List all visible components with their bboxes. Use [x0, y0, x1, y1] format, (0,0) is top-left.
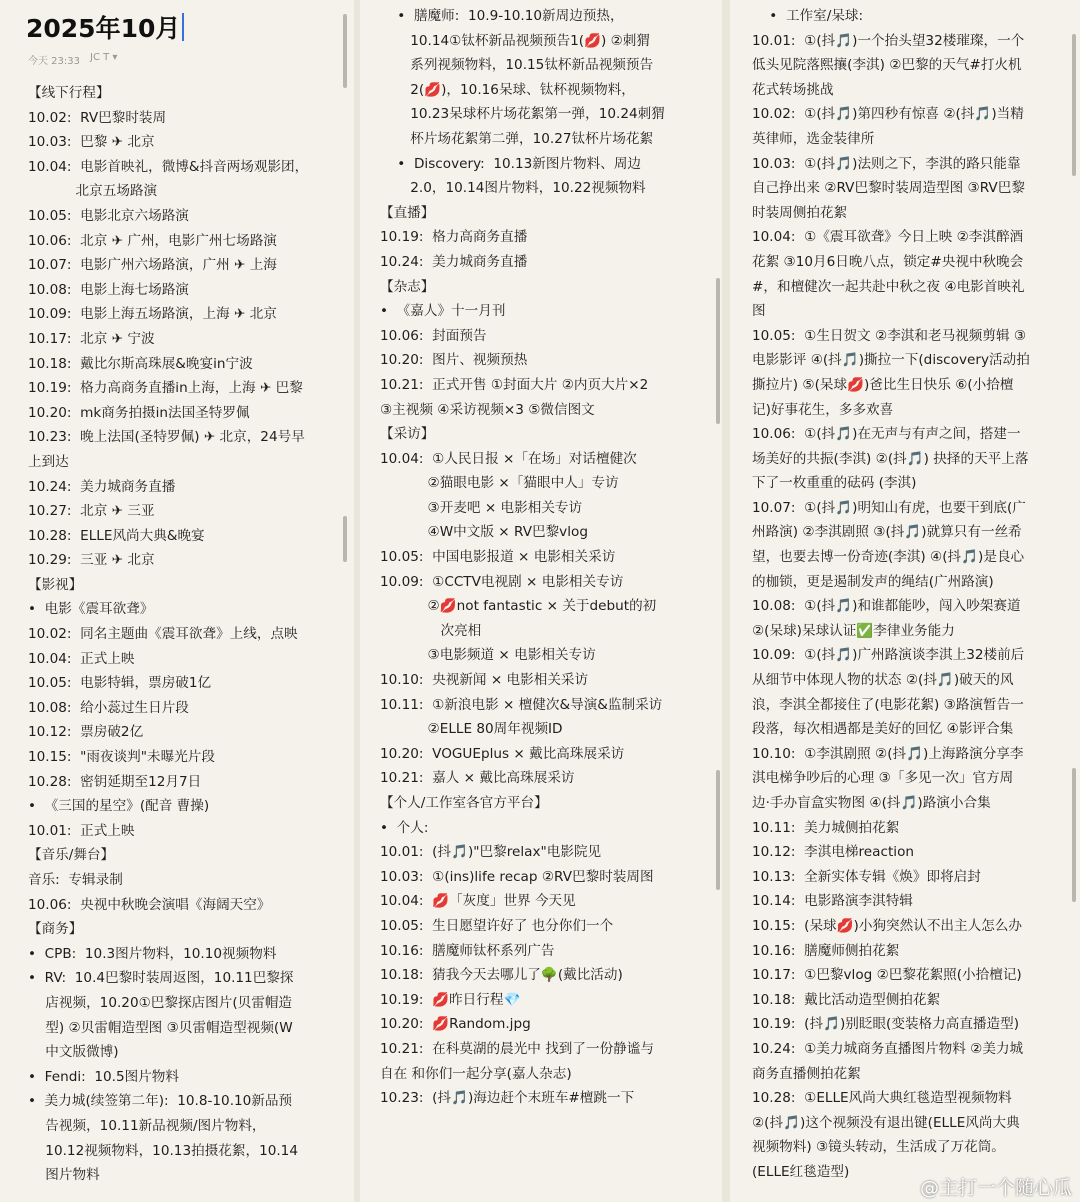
note-line: 10.23呆球杯片场花絮第一弹，10.24刺猬	[380, 106, 665, 123]
note-line: 【个人/工作室各官方平台】	[380, 795, 548, 811]
note-line: 10.12: 李淇电梯reaction	[752, 844, 915, 861]
note-line: 场美好的共振(李淇) ②(抖🎵) 抉择的天平上落	[752, 450, 1029, 467]
note-line: 【音乐/舞台】	[28, 847, 115, 864]
scrollbar-thumb[interactable]	[1072, 768, 1076, 902]
note-line: 杯片场花絮第二弹，10.27钛杯片场花絮	[380, 130, 654, 147]
note-author-dropdown[interactable]: JC T ▾	[90, 52, 118, 63]
note-line: 10.24: 美力城商务直播	[28, 478, 176, 495]
note-line: 10.24: 美力城商务直播	[380, 253, 528, 270]
note-line: 10.02: 同名主题曲《震耳欲聋》上线，点映	[28, 626, 298, 643]
note-line: 【线下行程】	[28, 85, 110, 101]
note-line: ②(呆球)呆球认证✅李律业务能力	[752, 622, 955, 639]
note-line: 告视频，10.11新品视频/图片物料，	[28, 1117, 266, 1134]
note-line: ②ELLE 80周年视频ID	[380, 721, 563, 738]
note-line: 10.17: ①巴黎vlog ②巴黎花絮照(小拾檀记)	[752, 967, 1022, 984]
note-line: 10.28: 密钥延期至12月7日	[28, 773, 202, 790]
note-line: 淇电梯争吵后的心理 ③「多见一次」官方周	[752, 770, 1014, 787]
note-line: 低头见院落熙攘(李淇) ②巴黎的天气#打火机	[752, 57, 1022, 74]
scrollbar-thumb[interactable]	[716, 278, 720, 424]
note-line: • 《三国的星空》(配音 曹操)	[28, 798, 210, 815]
note-line: 10.19: 格力高商务直播in上海，上海 ✈ 巴黎	[28, 380, 303, 397]
note-line: 10.03: ①(ins)life recap ②RV巴黎时装周图	[380, 868, 654, 885]
note-line: 10.20: 💋Random.jpg	[380, 1016, 531, 1033]
note-line: 望，也要去博一份奇迹(李淇) ④(抖🎵)是良心	[752, 549, 1025, 566]
note-line: 10.05: 电影特辑，票房破1亿	[28, 675, 212, 692]
note-line: 记)好事花生，多多欢喜	[752, 401, 894, 418]
note-line: 10.23: (抖🎵)海边赶个末班车#檀跳一下	[380, 1090, 635, 1107]
note-line: 自在 和你们一起分享(嘉人杂志)	[380, 1065, 572, 1082]
note-line: 次亮相	[380, 622, 482, 639]
note-line: 10.05: 中国电影报道 × 电影相关采访	[380, 549, 616, 566]
note-line: 10.04: ①人民日报 ×「在场」对话檀健次	[380, 450, 637, 467]
note-line: 2.0，10.14图片物料，10.22视频物料	[380, 180, 646, 197]
note-line: 10.21: 正式开售 ①封面大片 ②内页大片×2	[380, 376, 649, 393]
note-line: ②💋not fantastic × 关于debut的初	[380, 598, 657, 615]
note-line: • 美力城(续签第二年): 10.8-10.10新品预	[28, 1093, 293, 1110]
note-line: 州路演) ②李淇剧照 ③(抖🎵)就算只有一丝希	[752, 524, 1022, 541]
note-line: 10.09: ①CCTV电视剧 × 电影相关专访	[380, 573, 624, 590]
note-line: 10.04: ①《震耳欲聋》今日上映 ②李淇醉酒	[752, 229, 1024, 246]
note-line: 10.15: "雨夜谈判"未曝光片段	[28, 749, 215, 766]
note-line: ②(抖🎵)这个视频没有退出键(ELLE风尚大典	[752, 1114, 1020, 1131]
note-line: 英律师，选金装律所	[752, 130, 875, 147]
note-line: ③开麦吧 × 电影相关专访	[380, 499, 583, 516]
scrollbar-thumb[interactable]	[343, 516, 347, 562]
note-line: 北京五场路演	[28, 183, 158, 200]
note-line: 10.03: ①(抖🎵)法则之下，李淇的路只能靠	[752, 155, 1021, 172]
note-line: 10.06: ①(抖🎵)在无声与有声之间，搭建一	[752, 426, 1021, 443]
note-line: 10.06: 北京 ✈ 广州，电影广州七场路演	[28, 232, 277, 249]
note-line: 10.14: 电影路演李淇特辑	[752, 893, 913, 910]
note-line: 【杂志】	[380, 278, 435, 295]
note-line: 10.10: ①李淇剧照 ②(抖🎵)上海路演分享李	[752, 745, 1024, 762]
note-line: 边·手办盲盒实物图 ④(抖🎵)路演小合集	[752, 795, 991, 811]
note-title[interactable]	[26, 8, 344, 46]
note-line: 上到达	[28, 453, 69, 470]
note-line: • 工作室/呆球:	[752, 8, 864, 24]
notes-panel-middle[interactable]	[360, 0, 722, 1202]
note-line: #，和檀健次一起共赴中秋之夜 ④电影首映礼	[752, 278, 1025, 295]
note-line: 10.18: 戴比活动造型侧拍花絮	[752, 991, 941, 1008]
scrollbar-thumb[interactable]	[716, 770, 720, 890]
note-line: 10.01: 正式上映	[28, 822, 135, 839]
note-line: 10.05: ①生日贺文 ②李淇和老马视频剪辑 ③	[752, 327, 1027, 344]
note-line: 10.01: ①(抖🎵)一个抬头望32楼璀璨，一个	[752, 32, 1025, 49]
note-line: 10.13: 全新实体专辑《焕》即将启封	[752, 868, 981, 885]
note-line: 10.11: ①新浪电影 × 檀健次&导演&监制采访	[380, 696, 663, 713]
note-title-text: 2025年10月	[26, 14, 181, 43]
note-line: ③电影频道 × 电影相关专访	[380, 647, 596, 664]
note-line: 撕拉片) ⑤(呆球💋)爸比生日快乐 ⑥(小拾檀	[752, 376, 1014, 393]
note-line: 花絮 ③10月6日晚八点，锁定#央视中秋晚会	[752, 253, 1024, 270]
note-line: 10.20: mk商务拍摄in法国圣特罗佩	[28, 404, 250, 421]
note-line: (ELLE红毯造型)	[752, 1163, 850, 1180]
note-line: ③主视频 ④采访视频×3 ⑤微信图文	[380, 401, 595, 418]
note-line: 10.04: 电影首映礼，微博&抖音两场观影团，	[28, 158, 309, 175]
note-line: 10.07: 电影广州六场路演，广州 ✈ 上海	[28, 257, 277, 274]
note-line: 图	[752, 303, 766, 320]
note-body-left[interactable]	[28, 81, 344, 1188]
note-line: 【采访】	[380, 426, 435, 443]
note-line: 10.21: 在科莫湖的晨光中 找到了一份静谧与	[380, 1040, 654, 1057]
note-line: 10.04: 💋「灰度」世界 今天见	[380, 893, 576, 910]
note-line: • 膳魔师: 10.9-10.10新周边预热，	[380, 8, 624, 24]
note-timestamp: 今天 23:33	[28, 56, 80, 67]
note-line: 10.08: 电影上海七场路演	[28, 281, 189, 298]
note-line: 10.23: 晚上法国(圣特罗佩) ✈ 北京，24号早	[28, 429, 305, 446]
note-line: 10.16: 膳魔师钛杯系列广告	[380, 942, 555, 959]
note-line: 音乐: 专辑录制	[28, 872, 123, 888]
note-line: 10.08: 给小蕊过生日片段	[28, 699, 189, 716]
note-line: 10.18: 戴比尔斯高珠展&晚宴in宁波	[28, 355, 253, 372]
scrollbar-thumb[interactable]	[343, 14, 347, 88]
note-line: 10.05: 电影北京六场路演	[28, 207, 189, 224]
note-line: 浪，李淇全都接住了(电影花絮) ③路演暂告一	[752, 696, 1024, 713]
notes-panel-left[interactable]	[0, 0, 354, 1202]
note-line: 10.28: ELLE风尚大典&晚宴	[28, 527, 205, 544]
note-line: 10.12: 票房破2亿	[28, 724, 144, 741]
note-line: 10.02: ①(抖🎵)第四秒有惊喜 ②(抖🎵)当精	[752, 106, 1024, 123]
notes-panel-right[interactable]	[730, 0, 1080, 1202]
note-line: 的枷锁，更是遏制发声的绳结(广州路演)	[752, 573, 994, 590]
text-cursor	[182, 13, 184, 41]
note-line: 电影影评 ④(抖🎵)撕拉一下(discovery活动拍	[752, 352, 1030, 369]
note-line: 从细节中体现人物的状态 ②(抖🎵)破天的风	[752, 672, 1014, 689]
note-line: 10.14①钛杯新品视频预告1(💋) ②刺猬	[380, 32, 650, 49]
note-line: 10.17: 北京 ✈ 宁波	[28, 330, 155, 347]
note-line: 10.07: ①(抖🎵)明知山有虎，也要干到底(广	[752, 499, 1026, 516]
note-line: 花式转场挑战	[752, 81, 834, 98]
note-line: 10.24: ①美力城商务直播图片物料 ②美力城	[752, 1040, 1024, 1057]
note-meta	[28, 52, 344, 67]
note-line: 10.20: 图片、视频预热	[380, 352, 528, 369]
note-line: 10.01: (抖🎵)"巴黎relax"电影院见	[380, 844, 602, 861]
note-line: 店视频，10.20①巴黎探店图片(贝雷帽造	[28, 994, 293, 1011]
note-line: 10.03: 巴黎 ✈ 北京	[28, 134, 155, 151]
note-line: • 个人:	[380, 819, 429, 836]
note-line: 10.28: ①ELLE风尚大典红毯造型视频物料	[752, 1090, 1012, 1107]
note-line: 10.27: 北京 ✈ 三亚	[28, 503, 155, 520]
note-line: • Discovery: 10.13新图片物料、周边	[380, 155, 642, 172]
note-line: • 电影《震耳欲聋》	[28, 601, 154, 618]
note-line: 视频物料) ③镜头转动，生活成了万花筒。	[752, 1139, 1005, 1156]
note-line: 10.09: ①(抖🎵)广州路演谈李淇上32楼前后	[752, 647, 1025, 664]
note-line: 图片物料	[28, 1167, 100, 1184]
note-line: 10.19: 格力高商务直播	[380, 229, 528, 246]
note-line: 10.15: (呆球💋)小狗突然认不出主人怎么办	[752, 917, 1022, 934]
note-line: 【直播】	[380, 204, 435, 221]
note-line: 10.19: (抖🎵)别眨眼(变装格力高直播造型)	[752, 1016, 1019, 1033]
note-line: 商务直播侧拍花絮	[752, 1065, 861, 1082]
scrollbar-thumb[interactable]	[1072, 34, 1076, 176]
note-line: 10.29: 三亚 ✈ 北京	[28, 552, 155, 569]
note-line: ④W中文版 × RV巴黎vlog	[380, 524, 588, 541]
note-line: • Fendi: 10.5图片物料	[28, 1068, 179, 1085]
note-line: 10.21: 嘉人 × 戴比高珠展采访	[380, 770, 575, 787]
note-line: 10.18: 猜我今天去哪儿了🌳(戴比活动)	[380, 967, 623, 984]
note-line: 10.12视频物料，10.13拍摄花絮，10.14	[28, 1142, 298, 1159]
note-line: • 《嘉人》十一月刊	[380, 303, 506, 320]
note-line: 中文版微博)	[28, 1044, 119, 1061]
note-line: 10.08: ①(抖🎵)和谁都能吵，闯入吵架赛道	[752, 598, 1021, 615]
note-line: 自己挣出来 ②RV巴黎时装周造型图 ③RV巴黎	[752, 180, 1025, 197]
note-line: 段落，每次相遇都是美好的回忆 ④影评合集	[752, 721, 1014, 738]
note-line: 10.19: 💋昨日行程💎	[380, 991, 521, 1008]
note-line: 10.09: 电影上海五场路演，上海 ✈ 北京	[28, 306, 277, 323]
watermark: @主打一个随心瓜	[919, 1177, 1072, 1199]
note-line: • CPB: 10.3图片物料，10.10视频物料	[28, 945, 277, 962]
note-line: 10.02: RV巴黎时装周	[28, 109, 167, 126]
note-line: ②猫眼电影 ×「猫眼中人」专访	[380, 475, 619, 492]
note-line: 10.20: VOGUEplus × 戴比高珠展采访	[380, 745, 625, 762]
note-line: • RV: 10.4巴黎时装周返图，10.11巴黎探	[28, 970, 294, 987]
note-line: 时装周侧拍花絮	[752, 204, 848, 221]
note-line: 10.06: 封面预告	[380, 327, 487, 344]
note-line: 10.16: 膳魔师侧拍花絮	[752, 942, 900, 959]
note-line: 10.04: 正式上映	[28, 650, 135, 667]
note-line: 2(💋)，10.16呆球、钛杯视频物料，	[380, 81, 635, 98]
note-line: 【影视】	[28, 576, 83, 593]
note-line: 下了一枚重重的砝码 (李淇)	[752, 475, 917, 492]
note-line: 系列视频物料，10.15钛杯新品视频预告	[380, 57, 654, 74]
note-body-right[interactable]	[752, 4, 1070, 1185]
note-body-middle[interactable]	[380, 4, 712, 1111]
note-line: 【商务】	[28, 921, 83, 938]
note-line: 型) ②贝雷帽造型图 ③贝雷帽造型视频(W	[28, 1019, 293, 1036]
note-line: 10.05: 生日愿望许好了 也分你们一个	[380, 917, 614, 934]
note-line: 10.06: 央视中秋晚会演唱《海阔天空》	[28, 896, 271, 913]
note-line: 10.10: 央视新闻 × 电影相关采访	[380, 672, 589, 689]
note-line: 10.11: 美力城侧拍花絮	[752, 819, 900, 836]
